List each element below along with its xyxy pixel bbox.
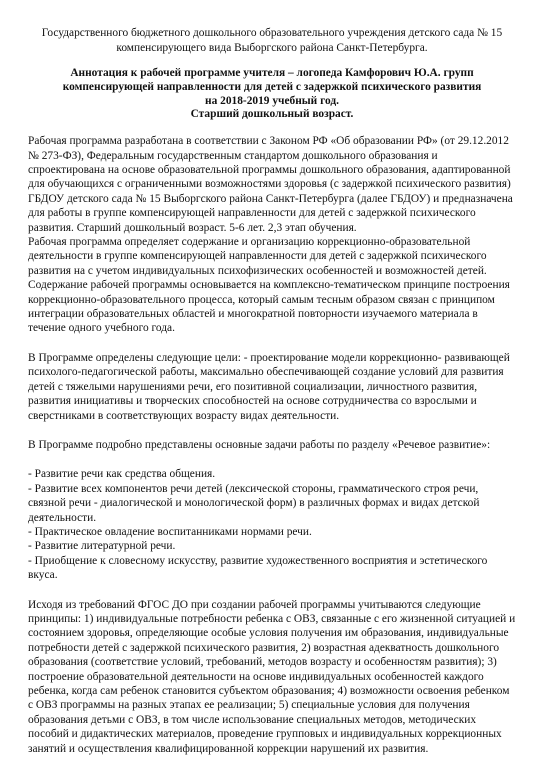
paragraph-legal-basis: Рабочая программа разработана в соответствии с Законом РФ «Об образовании РФ» (от 29.12.2012 № 273-ФЗ), Федеральным государственным стандартом дошкольного образования и спроектирована на основе образовательной программы дошкольного образования, адаптированной для обучающихся с ограниченными возможностями здоровья (с задержкой психического развития) ГБДОУ детского сада № 15 Выборгского района Санкт-Петербурга (далее ГБДОУ) и предназначена для работы в группе компенсирующей направленности для детей с задержкой психического развития. Старший дошкольный возраст. 5-6 лет. 2,3 этап обучения. — [28, 135, 513, 234]
task-item: - Развитие речи как средства общения. — [28, 468, 216, 481]
paragraph-principles: Исходя из требований ФГОС ДО при создании рабочей программы учитываются следующие принципы: 1) индивидуальные потребности ребенка с ОВЗ, связанные с его жизненной ситуацией и состоянием здоровья, определяющие особые условия получения им образования, индивидуальные потребности детей с задержкой психического развития, 2) возрастная адекватность дошкольного образования (соответствие условий, требований, методов возрасту и особенностям развития); 3) построение образовательной деятельности на основе индивидуальных особенностей каждого ребенка, когда сам ребенок становится субъектом образования; 4) возможности освоения ребенком с ОВЗ программы на разных этапах ее реализации; 5) специальные условия для получения образования детьми с ОВЗ, в том числе использование специальных методов, методических пособий и дидактических материалов, проведение групповых и индивидуальных коррекционных занятий и осуществления квалифицированной коррекции нарушений их развития. — [28, 598, 516, 755]
spacer — [28, 452, 516, 467]
title-line-2: компенсирующей направленности для детей с задержкой психического развития — [62, 80, 482, 93]
paragraph-program-content: Рабочая программа определяет содержание и организацию коррекционно-образовательной деятельности в группе компенсирующей направленности для детей с задержкой психического развития на с учетом индивидуальных психофизических особенностей и возможностей детей. — [28, 236, 487, 277]
paragraph-tasks-intro: В Программе подробно представлены основные задачи работы по разделу «Речевое развитие»: — [28, 438, 491, 451]
task-item: - Практическое овладение воспитанниками нормами речи. — [28, 525, 312, 538]
title-line-4: Старший дошкольный возраст. — [190, 108, 354, 121]
paragraph-goals: В Программе определены следующие цели: - проектирование модели коррекционно- развивающей психолого-педагогической работы, максимально обеспечивающей создание условий для развития детей с тяжелыми нарушениями речи, его позитивной социализации, личностного развития, развития инициативы и творческих способностей на основе сотрудничества со взрослыми и сверстниками в соответствующих возрасту видах деятельности. — [28, 351, 510, 422]
task-item: - Развитие литературной речи. — [28, 540, 176, 553]
task-item: - Развитие всех компонентов речи детей (лексической стороны, грамматического строя речи, связной речи - диалогической и монологической форм) в различных формах и видах детской деятельности. — [28, 482, 480, 524]
task-item: - Приобщение к словесному искусству, развитие художественного восприятия и эстетического вкуса. — [28, 554, 488, 582]
spacer — [28, 583, 516, 598]
paragraph-program-principle: Содержание рабочей программы основывается на комплексно-тематическом принципе построения коррекционно-образовательного процесса, который самым тесным образом связан с принципом интеграции образовательных областей и многократной повторности изучаемого материала в течение одного учебного года. — [28, 279, 510, 335]
organization-header: Государственного бюджетного дошкольного образовательного учреждения детского сада № 15 компенсирующего вида Выборгского района Санкт-Петербурга. — [41, 27, 503, 54]
spacer — [28, 336, 516, 351]
title-line-1: Аннотация к рабочей программе учителя – логопеда Камфорович Ю.А. групп — [70, 67, 474, 79]
spacer — [28, 423, 516, 438]
document-title — [28, 67, 516, 122]
title-line-3: на 2018-2019 учебный год. — [205, 94, 339, 107]
tasks-list — [28, 467, 516, 582]
